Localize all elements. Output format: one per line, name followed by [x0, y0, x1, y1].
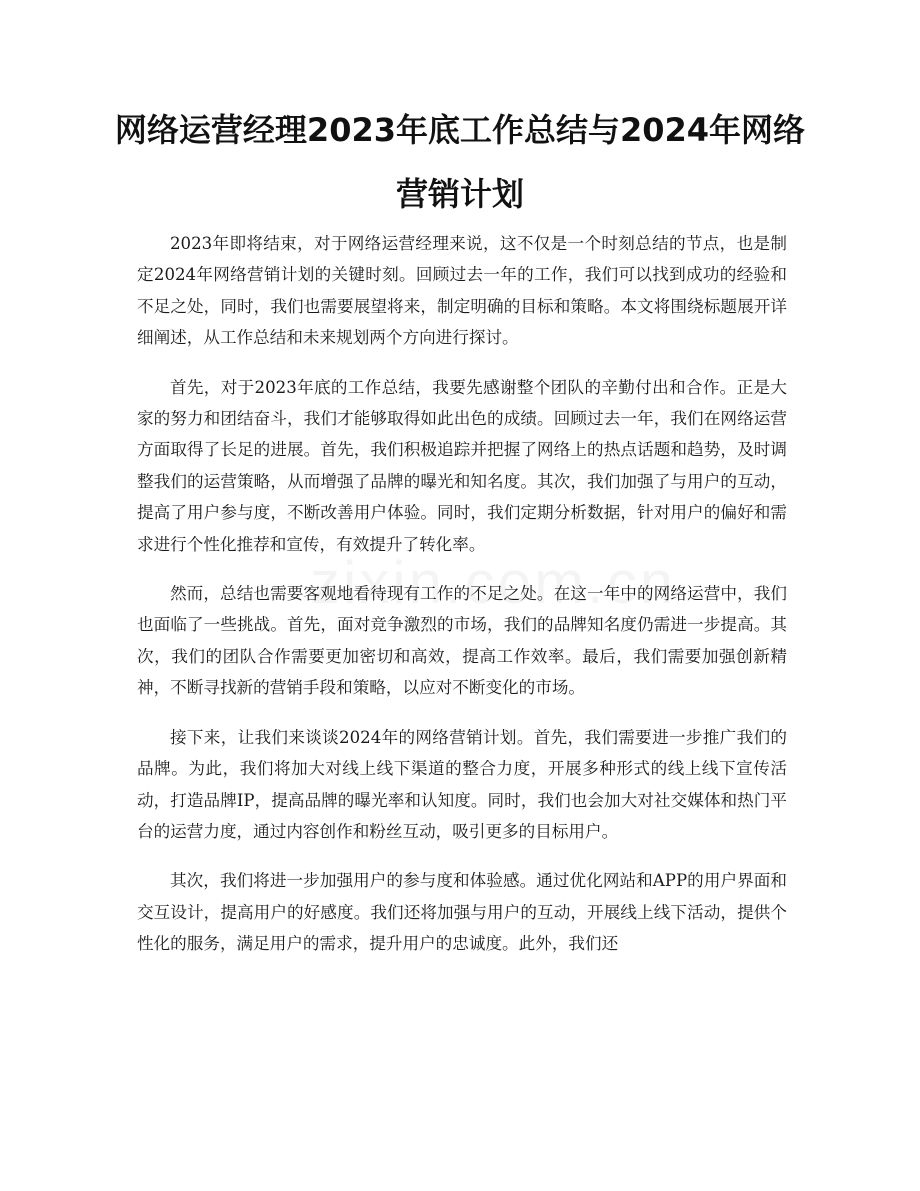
document-body: [137, 228, 787, 978]
paragraph-2: 首先，对于2023年底的工作总结，我要先感谢整个团队的辛勤付出和合作。正是大家的努力和团结奋斗，我们才能够取得如此出色的成绩。回顾过去一年，我们在网络运营方面取得了长足的进展。首先，我们积极追踪并把握了网络上的热点话题和趋势，及时调整我们的运营策略，从而增强了品牌的曝光和知名度。其次，我们加强了与用户的互动，提高了用户参与度，不断改善用户体验。同时，我们定期分析数据，针对用户的偏好和需求进行个性化推荐和宣传，有效提升了转化率。: [137, 377, 787, 554]
paragraph-3: 然而，总结也需要客观地看待现有工作的不足之处。在这一年中的网络运营中，我们也面临了一些挑战。首先，面对竞争激烈的市场，我们的品牌知名度仍需进一步提高。其次，我们的团队合作需要更加密切和高效，提高工作效率。最后，我们需要加强创新精神，不断寻找新的营销手段和策略，以应对不断变化的市场。: [137, 584, 787, 698]
paragraph-5: 其次，我们将进一步加强用户的参与度和体验感。通过优化网站和APP的用户界面和交互设计，提高用户的好感度。我们还将加强与用户的互动，开展线上线下活动，提供个性化的服务，满足用户的需求，提升用户的忠诚度。此外，我们还: [137, 871, 787, 954]
document-title: 网络运营经理2023年底工作总结与2024年网络营销计划: [114, 111, 806, 213]
paragraph-1: 2023年即将结束，对于网络运营经理来说，这不仅是一个时刻总结的节点，也是制定2024年网络营销计划的关键时刻。回顾过去一年的工作，我们可以找到成功的经验和不足之处，同时，我们也需要展望将来，制定明确的目标和策略。本文将围绕标题展开详细阐述，从工作总结和未来规划两个方向进行探讨。: [137, 234, 787, 348]
paragraph-4: 接下来，让我们来谈谈2024年的网络营销计划。首先，我们需要进一步推广我们的品牌。为此，我们将加大对线上线下渠道的整合力度，开展多种形式的线上线下宣传活动，打造品牌IP，提高品牌的曝光率和认知度。同时，我们也会加大对社交媒体和热门平台的运营力度，通过内容创作和粉丝互动，吸引更多的目标用户。: [137, 727, 787, 841]
